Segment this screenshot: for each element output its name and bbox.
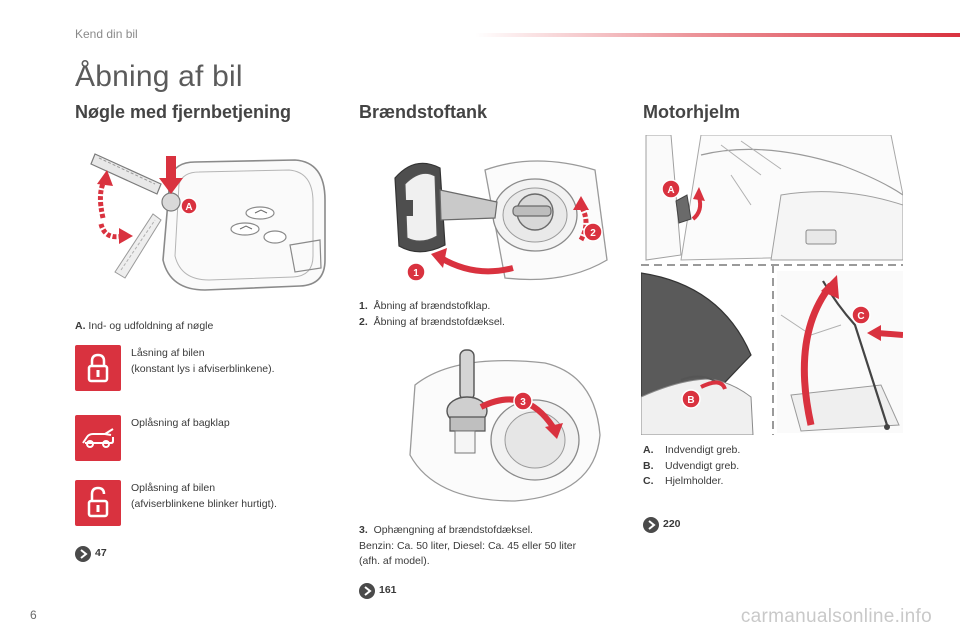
lock-closed-icon-box — [75, 345, 121, 391]
key-caption — [75, 319, 213, 335]
ref-number: 220 — [663, 518, 681, 530]
ref-arrow-icon — [359, 583, 375, 599]
step3-num: 3. — [359, 524, 368, 536]
callout-3: 3 — [520, 397, 526, 408]
page-title: Åbning af bil — [75, 60, 243, 93]
heading-fuel-tank: Brændstoftank — [359, 102, 488, 122]
bonnet-illustration — [641, 135, 903, 435]
callout-2: 2 — [590, 228, 596, 239]
callout-a-bonnet: A — [667, 185, 675, 196]
bonnet-b-letter: B. — [643, 459, 654, 472]
ref-number: 47 — [95, 547, 107, 559]
key-caption-letter: A. — [75, 320, 86, 332]
header-rule — [475, 33, 960, 37]
fuel-flap-illustration — [385, 150, 610, 290]
callout-a-key: A — [185, 202, 193, 213]
trunk-item-text — [131, 416, 230, 432]
car-trunk-icon — [75, 415, 121, 461]
remote-key-illustration — [75, 140, 335, 300]
ref-arrow-icon — [75, 546, 91, 562]
bonnet-a-text: Indvendigt greb. — [665, 444, 741, 456]
callout-b: B — [687, 395, 695, 406]
trunk-item-line1: Oplåsning af bagklap — [131, 417, 230, 429]
fuel-steps-1-2 — [359, 299, 505, 330]
callout-c: C — [857, 311, 865, 322]
fuel-step-3 — [359, 523, 576, 570]
step2-num: 2. — [359, 315, 368, 328]
bonnet-c-letter: C. — [643, 475, 654, 487]
bonnet-c-text: Hjelmholder. — [665, 475, 724, 487]
step2-text: Åbning af brændstofdæksel. — [373, 315, 505, 328]
lock-closed-icon — [75, 345, 121, 391]
lock-open-icon-box — [75, 480, 121, 526]
watermark: carmanualsonline.info — [740, 606, 932, 627]
fuel-cap-hanging-illustration — [395, 345, 605, 505]
bonnet-a-letter: A. — [643, 444, 654, 456]
page-number: 6 — [30, 608, 37, 622]
unlock-item-text — [131, 481, 277, 512]
unlock-item-line1: Oplåsning af bilen — [131, 482, 216, 494]
fuel-capacity-line2: (afh. af model). — [359, 555, 430, 567]
heading-bonnet: Motorhjelm — [643, 102, 740, 122]
step1-num: 1. — [359, 300, 368, 312]
step1-text: Åbning af brændstofklap. — [373, 300, 491, 312]
step3-text: Ophængning af brændstofdæksel. — [373, 524, 533, 536]
key-caption-text: Ind- og udfoldning af nøgle — [88, 320, 214, 332]
unlock-item-line2: (afviserblinkene blinker hurtigt). — [131, 497, 277, 510]
fuel-capacity-line1: Benzin: Ca. 50 liter, Diesel: Ca. 45 eller 50 liter — [359, 539, 577, 552]
ref-arrow-icon — [643, 517, 659, 533]
lock-item-line2: (konstant lys i afviserblinkene). — [131, 362, 275, 375]
bonnet-b-text: Udvendigt greb. — [665, 459, 740, 472]
lock-open-icon — [75, 480, 121, 526]
section-label: Kend din bil — [75, 27, 138, 41]
ref-number: 161 — [379, 584, 397, 596]
heading-remote-key: Nøgle med fjernbetjening — [75, 102, 292, 122]
lock-item-text — [131, 346, 275, 377]
callout-1: 1 — [413, 268, 419, 279]
bonnet-legend — [643, 443, 740, 490]
lock-item-line1: Låsning af bilen — [131, 347, 205, 359]
car-trunk-icon-box — [75, 415, 121, 461]
